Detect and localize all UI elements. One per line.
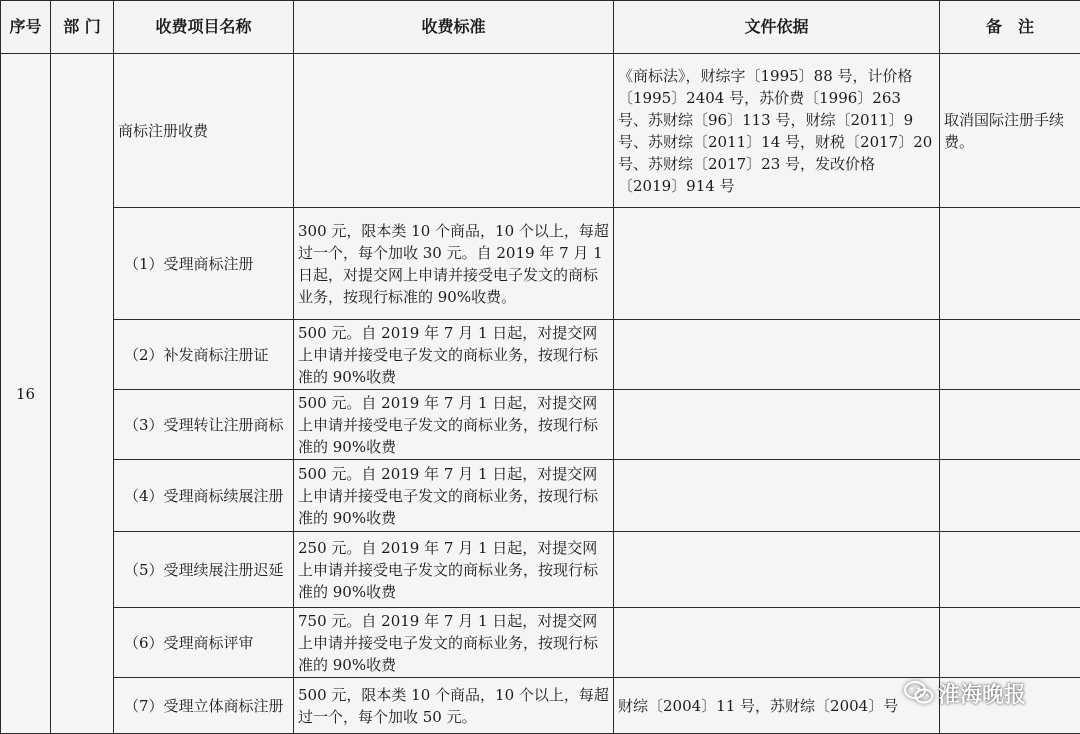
remark bbox=[940, 532, 1080, 608]
table-row bbox=[1, 532, 1080, 608]
item-name: （3）受理转让注册商标 bbox=[114, 390, 294, 460]
item-name: （1）受理商标注册 bbox=[114, 208, 294, 320]
item-name: （4）受理商标续展注册 bbox=[114, 460, 294, 532]
fee-standard: 500 元，限本类 10 个商品，10 个以上，每超过一个，每个加收 50 元。 bbox=[294, 678, 614, 734]
fee-standard: 750 元。自 2019 年 7 月 1 日起，对提交网上申请并接受电子发文的商标业务，按现行标准的 90%收费 bbox=[294, 608, 614, 678]
watermark-text: 淮海晚报 bbox=[938, 682, 1027, 708]
header-no: 序号 bbox=[1, 1, 51, 54]
table-row bbox=[1, 460, 1080, 532]
fee-standard: 250 元。自 2019 年 7 月 1 日起，对提交网上申请并接受电子发文的商标业务，按现行标准的 90%收费 bbox=[294, 532, 614, 608]
fee-standard: 500 元。自 2019 年 7 月 1 日起，对提交网上申请并接受电子发文的商标业务，按现行标准的 90%收费 bbox=[294, 460, 614, 532]
header-row bbox=[1, 1, 1080, 54]
fee-standard: 300 元，限本类 10 个商品，10 个以上，每超过一个，每个加收 30 元。自 2019 年 7 月 1 日起，对提交网上申请并接受电子发文的商标业务，按现行标准的 90%收费。 bbox=[294, 208, 614, 320]
group-department bbox=[51, 54, 114, 734]
table-row bbox=[1, 320, 1080, 390]
document-basis: 《商标法》，财综字〔1995〕88 号，计价格〔1995〕2404 号，苏价费〔1996〕263 号、苏财综〔96〕113 号，财综〔2011〕9 号、苏财综〔2011〕14 号，财税〔2017〕20 号、苏财综〔2017〕23 号，发改价格〔2019〕914 号 bbox=[614, 54, 940, 208]
document-basis: 财综〔2004〕11 号，苏财综〔2004〕号 bbox=[614, 678, 940, 734]
fee-standard bbox=[294, 54, 614, 208]
document-basis bbox=[614, 608, 940, 678]
document-basis bbox=[614, 460, 940, 532]
header-dept: 部 门 bbox=[51, 1, 114, 54]
header-remark: 备 注 bbox=[940, 1, 1080, 54]
fee-standard: 500 元。自 2019 年 7 月 1 日起，对提交网上申请并接受电子发文的商标业务，按现行标准的 90%收费 bbox=[294, 390, 614, 460]
remark bbox=[940, 208, 1080, 320]
item-name: （6）受理商标评审 bbox=[114, 608, 294, 678]
header-basis: 文件依据 bbox=[614, 1, 940, 54]
remark: 取消国际注册手续费。 bbox=[940, 54, 1080, 208]
remark bbox=[940, 390, 1080, 460]
header-item: 收费项目名称 bbox=[114, 1, 294, 54]
document-basis bbox=[614, 208, 940, 320]
document-basis bbox=[614, 532, 940, 608]
document-basis bbox=[614, 390, 940, 460]
table-row bbox=[1, 390, 1080, 460]
item-name: （5）受理续展注册迟延 bbox=[114, 532, 294, 608]
header-standard: 收费标准 bbox=[294, 1, 614, 54]
table-row bbox=[1, 54, 1080, 208]
item-name: （7）受理立体商标注册 bbox=[114, 678, 294, 734]
remark bbox=[940, 320, 1080, 390]
item-name: （2）补发商标注册证 bbox=[114, 320, 294, 390]
table-row bbox=[1, 208, 1080, 320]
item-name: 商标注册收费 bbox=[114, 54, 294, 208]
remark bbox=[940, 460, 1080, 532]
group-number: 16 bbox=[1, 54, 51, 734]
table-row bbox=[1, 608, 1080, 678]
remark bbox=[940, 608, 1080, 678]
wechat-icon bbox=[904, 680, 934, 706]
fee-standard: 500 元。自 2019 年 7 月 1 日起，对提交网上申请并接受电子发文的商标业务，按现行标准的 90%收费 bbox=[294, 320, 614, 390]
document-basis bbox=[614, 320, 940, 390]
watermark bbox=[904, 676, 1026, 710]
